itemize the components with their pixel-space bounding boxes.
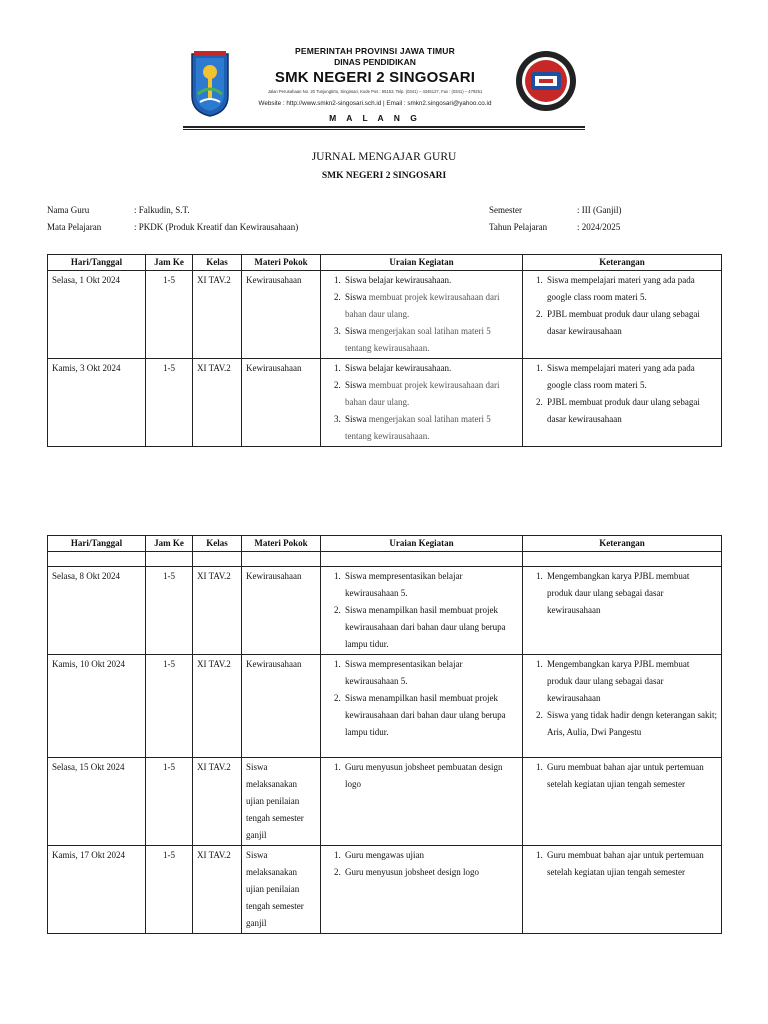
cell-uraian [321, 567, 523, 655]
cell-keterangan [523, 567, 722, 655]
teacher-label: Nama Guru [47, 205, 90, 215]
subject-value: : PKDK (Produk Kreatif dan Kewirausahaan) [134, 222, 299, 232]
cell-kelas: XI TAV.2 [193, 655, 242, 758]
table-row [48, 846, 722, 934]
header-jam: Jam Ke [146, 536, 193, 552]
list-item: 3. Siswa mengerjakan soal latihan materi 5 tentang kewirausahaan. [343, 323, 518, 357]
list-item: 2. Siswa menampilkan hasil membuat projek kewirausahaan dari bahan daur ulang berupa lampu tidur. [343, 690, 518, 741]
list-item: 1. Siswa mempresentasikan belajar kewirausahaan 5. [343, 568, 518, 602]
table-row [48, 655, 722, 758]
table-row [48, 359, 722, 447]
table-header-row [48, 536, 722, 552]
cell-keterangan [523, 271, 722, 359]
header-jam: Jam Ke [146, 255, 193, 271]
list-item: 2. Siswa menampilkan hasil membuat projek kewirausahaan dari bahan daur ulang berupa lampu tidur. [343, 602, 518, 653]
cell-materi: Kewirausahaan [242, 567, 321, 655]
journal-table-2 [47, 535, 722, 934]
header-keterangan: Keterangan [523, 255, 722, 271]
list-item: 2. Siswa yang tidak hadir dengn keterangan sakit; Aris, Aulia, Dwi Pangestu [545, 707, 717, 741]
cell-materi: Siswa melaksanakan ujian penilaian tengah semester ganjil [242, 846, 321, 934]
cell-keterangan [523, 655, 722, 758]
cell-hari: Selasa, 15 Okt 2024 [48, 758, 146, 846]
document-title: JURNAL MENGAJAR GURU [311, 151, 457, 163]
list-item: 1. Siswa mempelajari materi yang ada pada google class room materi 5. [545, 360, 717, 394]
list-item: 1. Siswa mempelajari materi yang ada pada google class room materi 5. [545, 272, 717, 306]
cell-jam: 1-5 [146, 567, 193, 655]
cell-materi: Kewirausahaan [242, 271, 321, 359]
table-header-row [48, 255, 722, 271]
cell-materi: Kewirausahaan [242, 359, 321, 447]
semester-label: Semester [489, 205, 522, 215]
list-item: 2. PJBL membuat produk daur ulang sebagai dasar kewirausahaan [545, 306, 717, 340]
header-hari: Hari/Tanggal [48, 536, 146, 552]
list-item: 2. Siswa membuat projek kewirausahaan dari bahan daur ulang. [343, 377, 518, 411]
header-hari: Hari/Tanggal [48, 255, 146, 271]
list-item: 2. PJBL membuat produk daur ulang sebagai dasar kewirausahaan [545, 394, 717, 428]
table-row [48, 758, 722, 846]
cell-uraian [321, 758, 523, 846]
school-website-email: Website : http://www.smkn2-singosari.sch.id | Email : smkn2.singosari@yahoo.co.id [258, 100, 492, 107]
header-uraian: Uraian Kegiatan [321, 255, 523, 271]
letterhead-divider-thin [183, 129, 585, 130]
list-item: 1. Guru menyusun jobsheet pembuatan design logo [343, 759, 518, 793]
cell-hari: Selasa, 8 Okt 2024 [48, 567, 146, 655]
government-line: PEMERINTAH PROVINSI JAWA TIMUR [295, 46, 455, 56]
cell-hari: Kamis, 17 Okt 2024 [48, 846, 146, 934]
cell-uraian [321, 271, 523, 359]
letterhead-divider [183, 126, 585, 128]
cell-jam: 1-5 [146, 846, 193, 934]
cell-keterangan [523, 846, 722, 934]
cell-hari: Selasa, 1 Okt 2024 [48, 271, 146, 359]
list-item: 1. Guru membuat bahan ajar untuk pertemuan setelah kegiatan ujian tengah semester [545, 847, 717, 881]
cell-kelas: XI TAV.2 [193, 567, 242, 655]
list-item: 1. Guru mengawas ujian [343, 847, 518, 864]
list-item: 1. Siswa mempresentasikan belajar kewirausahaan 5. [343, 656, 518, 690]
header-materi: Materi Pokok [242, 255, 321, 271]
empty-row [48, 552, 722, 567]
list-item: 1. Siswa belajar kewirausahaan. [343, 272, 518, 289]
cell-uraian [321, 359, 523, 447]
subject-label: Mata Pelajaran [47, 222, 102, 232]
cell-materi: Kewirausahaan [242, 655, 321, 758]
cell-hari: Kamis, 10 Okt 2024 [48, 655, 146, 758]
cell-jam: 1-5 [146, 758, 193, 846]
list-item: 1. Mengembangkan karya PJBL membuat produk daur ulang sebagai dasar kewirausahaan [545, 568, 717, 619]
cell-jam: 1-5 [146, 271, 193, 359]
header-kelas: Kelas [193, 255, 242, 271]
header-keterangan: Keterangan [523, 536, 722, 552]
table-row [48, 567, 722, 655]
school-year-value: : 2024/2025 [577, 222, 621, 232]
cell-kelas: XI TAV.2 [193, 846, 242, 934]
list-item: 2. Siswa membuat projek kewirausahaan dari bahan daur ulang. [343, 289, 518, 323]
cell-jam: 1-5 [146, 655, 193, 758]
header-materi: Materi Pokok [242, 536, 321, 552]
teacher-value: : Falkudin, S.T. [134, 205, 190, 215]
document-subtitle: SMK NEGERI 2 SINGOSARI [321, 171, 447, 181]
provincial-emblem-logo [188, 50, 232, 118]
list-item: 3. Siswa mengerjakan soal latihan materi 5 tentang kewirausahaan. [343, 411, 518, 445]
cell-hari: Kamis, 3 Okt 2024 [48, 359, 146, 447]
cell-kelas: XI TAV.2 [193, 359, 242, 447]
school-name: SMK NEGERI 2 SINGOSARI [274, 69, 476, 86]
school-address: Jalan Perusahaan No. 20 Tunjungtirto, Singosari, Kode Pos : 65153, Telp. (0341) – 4345127, Fax : (0341) – 479251 [267, 89, 483, 94]
cell-kelas: XI TAV.2 [193, 758, 242, 846]
list-item: 1. Siswa belajar kewirausahaan. [343, 360, 518, 377]
city-line: M A L A N G [329, 113, 421, 123]
list-item: 1. Mengembangkan karya PJBL membuat produk daur ulang sebagai dasar kewirausahaan [545, 656, 717, 707]
department-line: DINAS PENDIDIKAN [334, 57, 416, 67]
cell-jam: 1-5 [146, 359, 193, 447]
header-uraian: Uraian Kegiatan [321, 536, 523, 552]
table-row [48, 271, 722, 359]
list-item: 2. Guru menyusun jobsheet design logo [343, 864, 518, 881]
semester-value: : III (Ganjil) [577, 205, 622, 215]
school-emblem-logo [515, 50, 577, 112]
cell-keterangan [523, 359, 722, 447]
cell-uraian [321, 655, 523, 758]
journal-table-1 [47, 254, 722, 447]
header-kelas: Kelas [193, 536, 242, 552]
cell-keterangan [523, 758, 722, 846]
cell-kelas: XI TAV.2 [193, 271, 242, 359]
cell-materi: Siswa melaksanakan ujian penilaian tengah semester ganjil [242, 758, 321, 846]
cell-uraian [321, 846, 523, 934]
school-year-label: Tahun Pelajaran [489, 222, 548, 232]
list-item: 1. Guru membuat bahan ajar untuk pertemuan setelah kegiatan ujian tengah semester [545, 759, 717, 793]
